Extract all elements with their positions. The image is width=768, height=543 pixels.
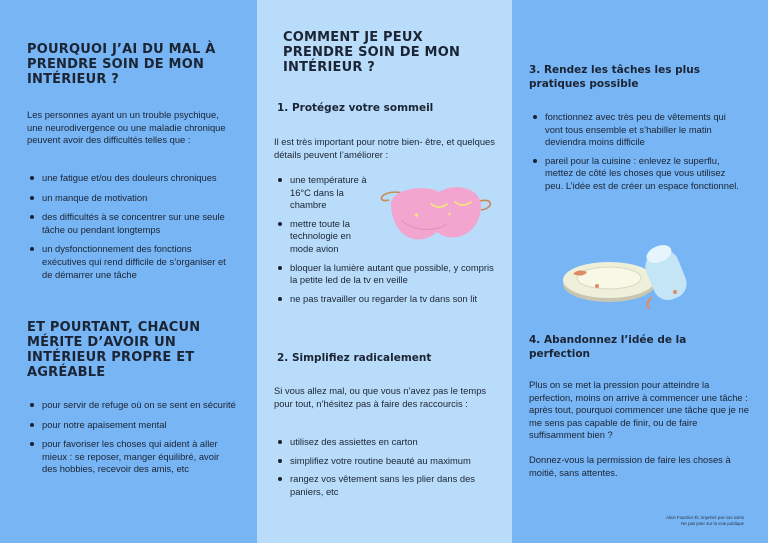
list-item: simplifiez votre routine beauté au maximum (276, 455, 496, 468)
left-title: POURQUOI J’AI DU MAL À PRENDRE SOIN DE MON INTÉRIEUR ? (27, 42, 216, 87)
section1-intro: Il est très important pour notre bien- être, et quelques détails peuvent l’améliorer : (274, 136, 495, 160)
difficulties-list (28, 172, 238, 281)
list-item: un dysfonctionnement des fonctions exécutives qui rend difficile de s’organiser et de démarrer une tâche (28, 243, 238, 281)
list-item: des difficultés à se concentrer sur une seule tâche ou pendant longtemps (28, 211, 238, 236)
section4-para2: Donnez-vous la permission de faire les choses à moitié, sans attentes. (529, 454, 731, 478)
right-panel (512, 0, 768, 543)
sleep-mask-icon (377, 180, 497, 260)
list-item: ne pas travailler ou regarder la tv dans son lit (276, 293, 496, 306)
section4-para1: Plus on se met la pression pour atteindre la perfection, moins on arrive à commencer une tâche : après tout, pourquoi commencer une tâche que je ne me sens pas capable de finir, ou de faire suffisamment bien ? (529, 379, 749, 441)
svg-text:✦: ✦ (413, 211, 420, 220)
middle-panel (257, 0, 512, 543)
list-item: un manque de motivation (28, 192, 238, 205)
practical-list (531, 111, 741, 193)
left-title-2: ET POURTANT, CHACUN MÉRITE D’AVOIR UN INTÉRIEUR PROPRE ET AGRÉABLE (27, 320, 201, 380)
list-item: pour favoriser les choses qui aident à aller mieux : se reposer, manger équilibré, avoir des hobbies, recevoir des amis, etc (28, 438, 236, 476)
list-item: fonctionnez avec très peu de vêtements qui vont tous ensemble et s’habiller le matin deviendra moins difficile (531, 111, 741, 149)
simplify-list (276, 436, 496, 498)
list-item: utilisez des assiettes en carton (276, 436, 496, 449)
list-item: mettre toute la technologie en mode avion (276, 218, 376, 256)
reasons-list (28, 399, 236, 476)
credit-line-2: Ne pas jeter sur la voie publique (681, 521, 744, 526)
list-item: pour servir de refuge où on se sent en sécurité (28, 399, 236, 412)
list-item: pareil pour la cuisine : enlevez le superflu, mettez de côté les choses que vous utilisez peu. L’idée est de créer un espace fonctionnel. (531, 155, 741, 193)
left-intro: Les personnes ayant un un trouble psychique, une neurodivergence ou une maladie chronique peuvent avoir des difficultés telles que : (27, 109, 226, 146)
section1-heading: 1. Protégez votre sommeil (277, 102, 434, 114)
svg-text:✦: ✦ (447, 211, 453, 218)
credit-line-1: Alice Fournier EI, imprimé par nos soins (666, 515, 744, 520)
list-item: bloquer la lumière autant que possible, y compris la petite led de la tv en veille (276, 262, 496, 287)
credit-note (666, 515, 744, 527)
list-item: rangez vos vêtement sans les plier dans des paniers, etc (276, 473, 496, 498)
list-item: une fatigue et/ou des douleurs chroniques (28, 172, 238, 185)
middle-title: COMMENT JE PEUX PRENDRE SOIN DE MON INTÉRIEUR ? (283, 30, 461, 75)
section2-heading: 2. Simplifiez radicalement (277, 352, 432, 364)
list-item: une température à 16°C dans la chambre (276, 174, 376, 212)
section2-intro: Si vous allez mal, ou que vous n’avez pas le temps pour tout, n’hésitez pas à faire des raccourcis : (274, 385, 487, 409)
list-item: pour notre apaisement mental (28, 419, 236, 432)
section4-heading: 4. Abandonnez l’idée de la perfection (529, 334, 687, 360)
left-panel (0, 0, 257, 543)
section3-heading: 3. Rendez les tâches les plus pratiques possible (529, 64, 700, 90)
dishes-icon (557, 236, 697, 316)
